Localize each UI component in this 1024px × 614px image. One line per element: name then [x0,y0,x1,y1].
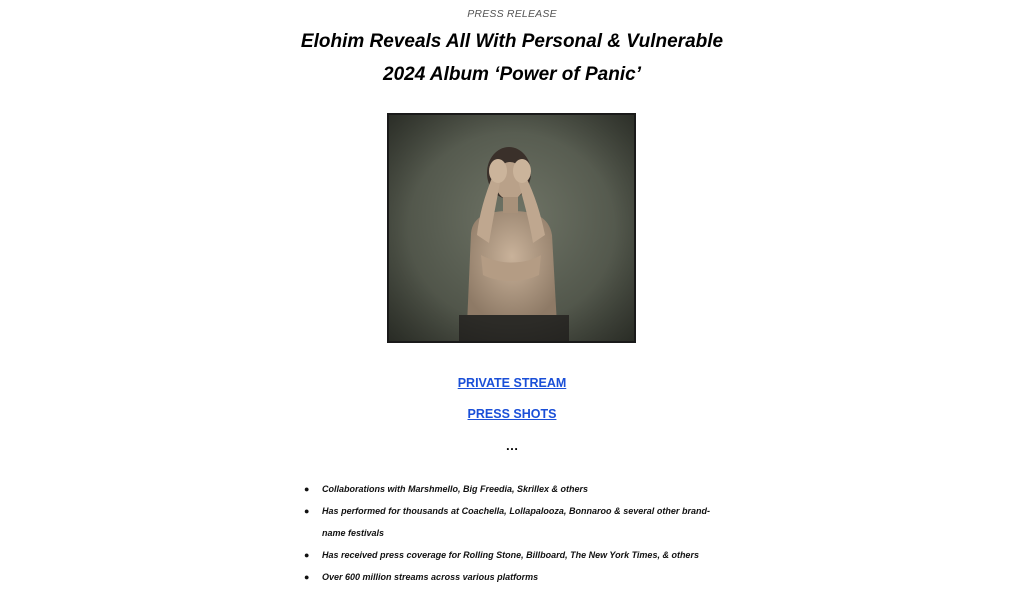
headline-line-2: 2024 Album ‘Power of Panic’ [383,64,641,85]
bullet-icon: ● [304,506,310,516]
press-release-label: PRESS RELEASE [467,8,557,20]
list-item-text: Has received press coverage for Rolling Stone, Billboard, The New York Times, & others [322,550,699,560]
bullet-icon: ● [304,484,310,494]
list-item-text: Has performed for thousands at Coachella, Lollapalooza, Bonnaroo & several other brand-name festivals [322,506,710,538]
list-item [300,544,710,566]
highlights-list [300,478,710,588]
bullet-icon: ● [304,572,310,582]
bullet-icon: ● [304,550,310,560]
private-stream-link[interactable]: PRIVATE STREAM [457,376,567,390]
list-item [300,500,710,544]
section-separator: … [505,438,519,453]
list-item [300,478,710,500]
press-shots-link[interactable]: PRESS SHOTS [467,407,557,421]
list-item-text: Collaborations with Marshmello, Big Freedia, Skrillex & others [322,484,589,494]
list-item-text: Over 600 million streams across various platforms [322,572,539,582]
list-item [300,566,710,588]
headline-line-1: Elohim Reveals All With Personal & Vulnerable [300,31,724,52]
album-cover-image [387,113,636,343]
